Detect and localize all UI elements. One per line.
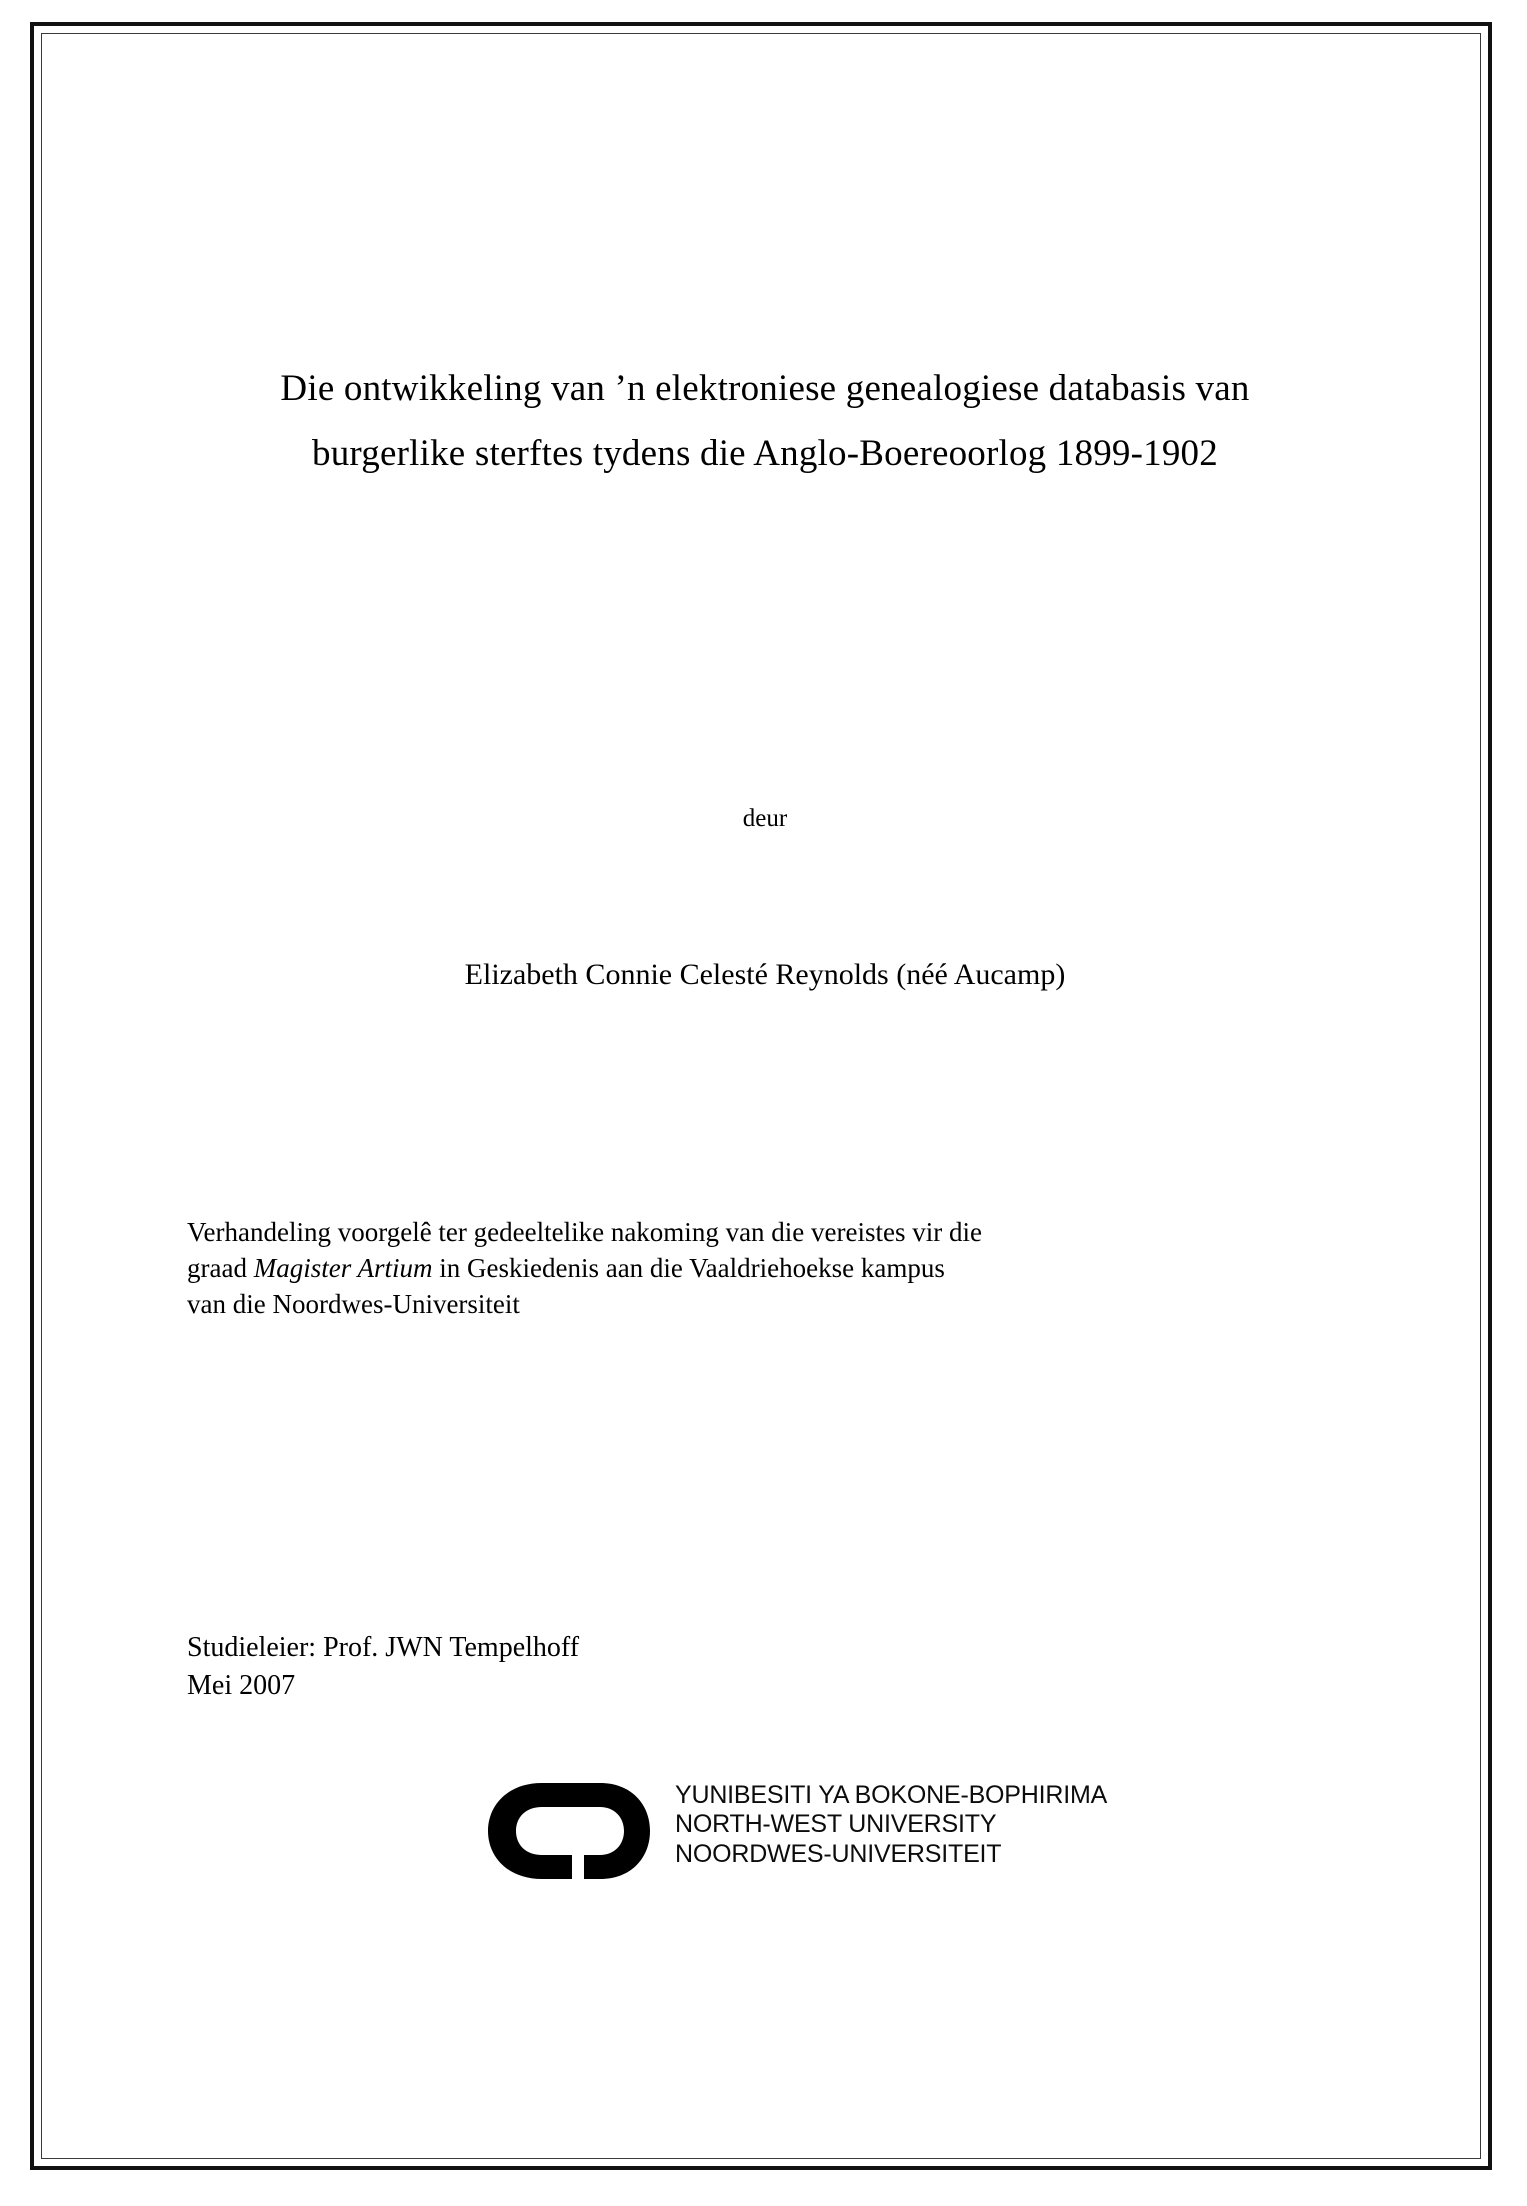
degree-statement-line-2 (187, 1251, 1342, 1287)
university-name-english: NORTH-WEST UNIVERSITY (675, 1810, 997, 1839)
supervisor-block (187, 1630, 987, 1705)
title-page-content (185, 0, 1345, 2206)
degree-statement-line-3: van die Noordwes-Universiteit (187, 1288, 520, 1319)
title-line-1: Die ontwikkeling van ’n elektroniese genealogiese databasis van (280, 368, 1250, 409)
nwu-logo-icon (480, 1777, 670, 1885)
university-logo-text (675, 1781, 1107, 1869)
degree-statement-line-2-suffix: in Geskiedenis aan die Vaaldriehoekse kampus (432, 1252, 945, 1283)
degree-statement (187, 1215, 1342, 1323)
university-logo (480, 1775, 1120, 1895)
author-name: Elizabeth Connie Celesté Reynolds (néé Aucamp) (464, 958, 1066, 991)
page-title (185, 370, 1345, 472)
degree-name: Magister Artium (253, 1252, 433, 1283)
document-date: Mei 2007 (187, 1670, 296, 1702)
degree-statement-line-2-prefix: graad (187, 1252, 254, 1283)
university-name-afrikaans: NOORDWES-UNIVERSITEIT (675, 1839, 1002, 1868)
degree-statement-line-1: Verhandeling voorgelê ter gedeeltelike nakoming van die vereistes vir die (187, 1217, 982, 1247)
title-line-2: burgerlike sterftes tydens die Anglo-Boereoorlog 1899-1902 (312, 433, 1218, 474)
by-label: deur (742, 805, 788, 832)
university-name-tswana: YUNIBESITI YA BOKONE-BOPHIRIMA (675, 1781, 1108, 1809)
supervisor-name: Studieleier: Prof. JWN Tempelhoff (187, 1632, 580, 1663)
